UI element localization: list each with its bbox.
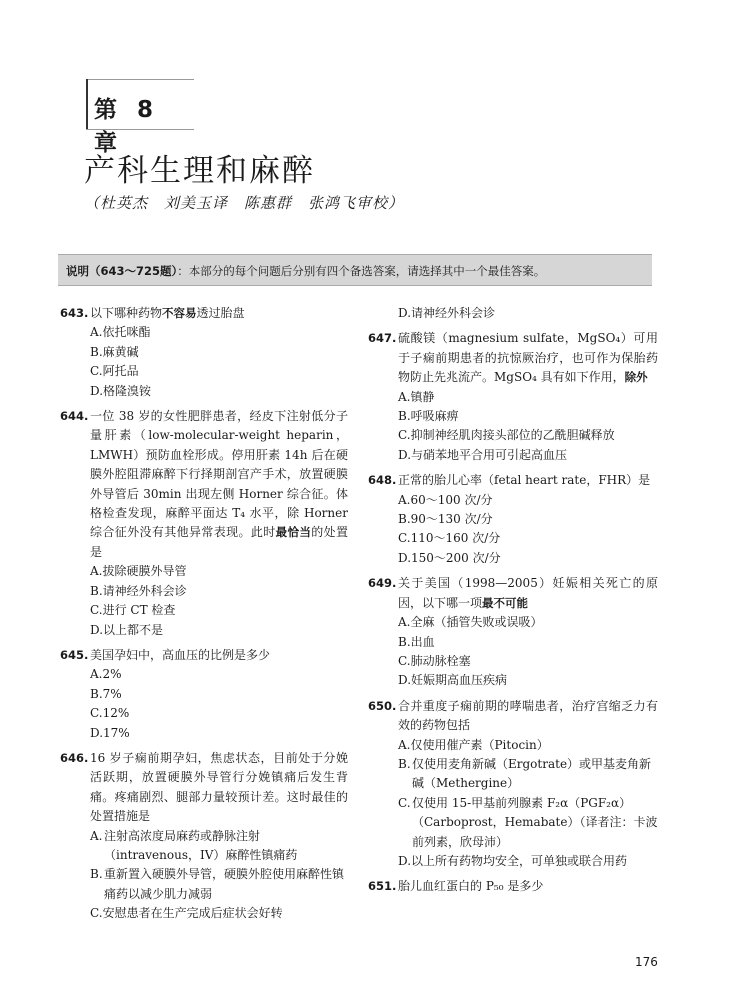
page-number: 176 bbox=[635, 955, 658, 969]
divider bbox=[86, 79, 88, 130]
question-number: 648. bbox=[368, 473, 397, 488]
option: D.妊娠期高血压疾病 bbox=[398, 673, 508, 688]
option-text: 仅使用 15-甲基前列腺素 F₂α（PGF₂α）（Carboprost，Hemabate）（译者注：卡波前列素，欣母沛） bbox=[412, 795, 658, 849]
question-648 bbox=[368, 471, 658, 568]
question-644 bbox=[60, 407, 348, 640]
chapter-title: 产科生理和麻醉 bbox=[84, 153, 315, 189]
left-column bbox=[60, 304, 348, 930]
option: C.110～160 次/分 bbox=[398, 531, 501, 546]
divider bbox=[86, 79, 194, 80]
question-number: 646. bbox=[60, 750, 89, 765]
question-646-continued bbox=[368, 304, 658, 323]
option: D.格隆溴铵 bbox=[90, 383, 152, 398]
option: B.7% bbox=[90, 686, 122, 701]
question-emphasis: 最恰当 bbox=[275, 525, 312, 540]
question-text: 硫酸镁（magnesium sulfate，MgSO₄）可用于子痫前期患者的抗惊厥治疗，也可作为保胎药物防止先兆流产。MgSO₄ 具有如下作用， bbox=[398, 331, 658, 385]
option: C.安慰患者在生产完成后症状会好转 bbox=[90, 906, 283, 921]
option: A.依托咪酯 bbox=[90, 325, 151, 340]
question-number: 650. bbox=[368, 698, 397, 713]
question-emphasis: 不容易 bbox=[162, 306, 197, 320]
question-text: 以下哪种药物 bbox=[90, 306, 163, 320]
option: B.90～130 次/分 bbox=[398, 512, 493, 527]
option: D.请神经外科会诊 bbox=[398, 306, 496, 320]
question-text: 16 岁子痫前期孕妇，焦虑状态，目前处于分娩活跃期，放置硬膜外导管行分娩镇痛后发生背痛。疼痛剧烈、腿部力量较预计差。这时最佳的处置措施是 bbox=[90, 750, 348, 824]
option: D.以上都不是 bbox=[90, 622, 164, 637]
option-letter: A. bbox=[90, 828, 103, 843]
option bbox=[60, 827, 348, 866]
option: C.进行 CT 检查 bbox=[90, 603, 176, 618]
question-number: 643. bbox=[60, 306, 89, 320]
option: A.60～100 次/分 bbox=[398, 492, 493, 507]
option: B.呼吸麻痹 bbox=[398, 409, 459, 424]
note-prefix: 说明（643～725题） bbox=[66, 264, 178, 278]
chapter-label: 第 8 章 bbox=[94, 97, 160, 156]
option: D.17% bbox=[90, 725, 130, 740]
question-645 bbox=[60, 646, 348, 743]
right-column bbox=[368, 304, 658, 903]
option: B.出血 bbox=[398, 634, 435, 649]
question-number: 645. bbox=[60, 647, 89, 662]
question-text: 关于美国（1998—2005）妊娠相关死亡的原因，以下哪一项 bbox=[398, 576, 658, 610]
option: B.麻黄碱 bbox=[90, 344, 139, 359]
question-646 bbox=[60, 749, 348, 924]
option-letter: B. bbox=[90, 867, 103, 882]
question-text: 透过胎盘 bbox=[196, 306, 245, 320]
option-text: 重新置入硬膜外导管，硬膜外腔使用麻醉性镇痛药以减少肌力减弱 bbox=[104, 867, 345, 901]
question-number: 651. bbox=[368, 879, 397, 894]
question-text: 正常的胎儿心率（fetal heart rate，FHR）是 bbox=[398, 473, 651, 488]
question-text: 胎儿血红蛋白的 P₅₀ 是多少 bbox=[398, 879, 544, 894]
option-letter: C. bbox=[398, 795, 411, 810]
option: C.抑制神经肌肉接头部位的乙酰胆碱释放 bbox=[398, 428, 615, 443]
option: C.12% bbox=[90, 706, 130, 721]
option-text: 注射高浓度局麻药或静脉注射（intravenous，IV）麻醉性镇痛药 bbox=[104, 828, 298, 862]
option: D.150～200 次/分 bbox=[398, 550, 501, 565]
option: D.与硝苯地平合用可引起高血压 bbox=[398, 447, 568, 462]
option: A.镇静 bbox=[398, 389, 435, 404]
question-643 bbox=[60, 304, 348, 401]
question-number: 644. bbox=[60, 409, 89, 424]
option: A.拔除硬膜外导管 bbox=[90, 564, 187, 579]
question-650 bbox=[368, 697, 658, 872]
question-number: 649. bbox=[368, 576, 397, 591]
option-text: 仅使用麦角新碱（Ergotrate）或甲基麦角新碱（Methergine） bbox=[412, 756, 652, 791]
question-number: 647. bbox=[368, 331, 397, 346]
question-emphasis: 最不可能 bbox=[482, 595, 529, 610]
note-text: ：本部分的每个问题后分别有四个备选答案，请选择其中一个最佳答案。 bbox=[177, 264, 546, 278]
option: A.仅使用催产素（Pitocin） bbox=[398, 737, 549, 752]
question-text: 的处置是 bbox=[90, 525, 348, 559]
question-text: 合并重度子痫前期的哮喘患者，治疗宫缩乏力有效的药物包括 bbox=[398, 698, 658, 733]
option-letter: B. bbox=[398, 756, 411, 771]
instructions-note bbox=[58, 254, 652, 286]
option bbox=[368, 794, 658, 852]
option bbox=[60, 865, 348, 904]
question-649 bbox=[368, 574, 658, 690]
chapter-credits: （杜英杰 刘美玉译 陈惠群 张鸿飞审校） bbox=[84, 194, 405, 212]
question-text: 美国孕妇中，高血压的比例是多少 bbox=[90, 647, 271, 662]
option: C.肺动脉栓塞 bbox=[398, 653, 471, 668]
question-651 bbox=[368, 877, 658, 896]
option: A.全麻（插管失败或误吸） bbox=[398, 615, 543, 630]
option bbox=[368, 755, 658, 794]
option: B.请神经外科会诊 bbox=[90, 583, 187, 598]
chapter-box bbox=[86, 79, 194, 156]
question-647 bbox=[368, 329, 658, 465]
option: A.2% bbox=[90, 667, 122, 682]
option: D.以上所有药物均安全，可单独或联合用药 bbox=[398, 853, 628, 868]
question-emphasis: 除外 bbox=[624, 370, 648, 385]
option: C.阿托品 bbox=[90, 364, 139, 379]
question-text: 一位 38 岁的女性肥胖患者，经皮下注射低分子量肝素（low-molecular-weight heparin，LMWH）预防血栓形成。停用肝素 14h 后在硬膜外腔阻滞麻醉下行择期剖宫产手术，放置硬膜外导管后 30min 出现左侧 Horner 综合征。体格检查发现，麻醉平面达 T₄ 水平，除 Horner 综合征外没有其他异常表现。此时 bbox=[90, 409, 348, 540]
